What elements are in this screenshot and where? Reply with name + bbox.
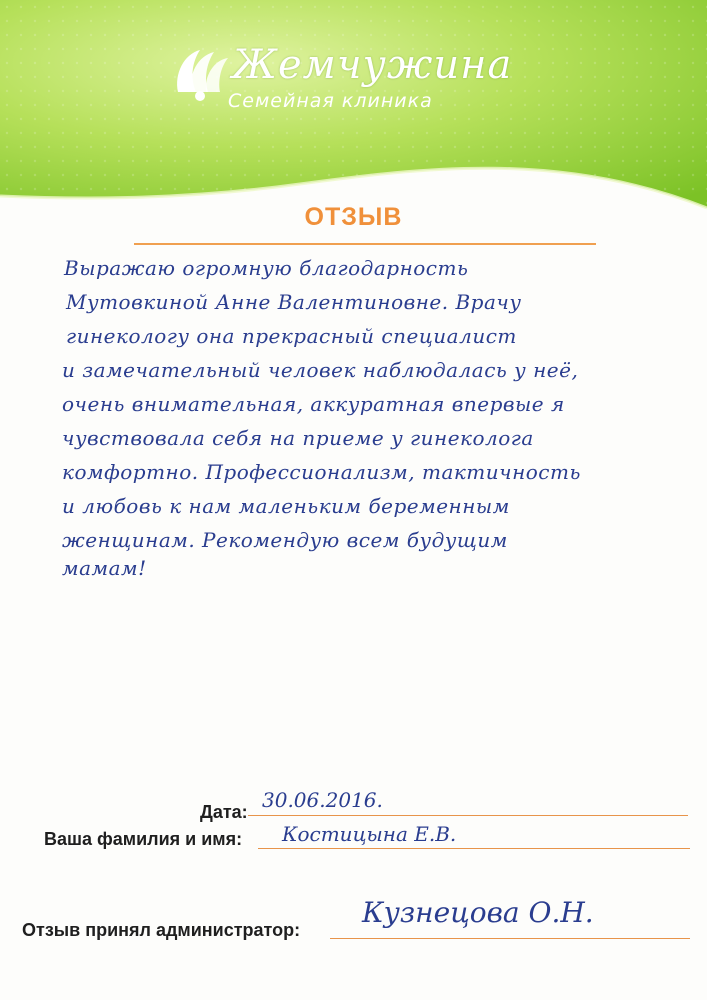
date-value: 30.06.2016. (262, 788, 383, 812)
admin-label: Отзыв принял администратор: (22, 920, 301, 940)
review-line: чувствовала себя на приеме у гинеколога (62, 426, 534, 450)
review-line: Выражаю огромную благодарность (64, 256, 469, 280)
admin-line (330, 938, 690, 939)
name-value: Костицына Е.В. (282, 822, 457, 846)
review-line: мамам! (62, 556, 147, 580)
review-line: и замечательный человек наблюдалась у неё, (62, 358, 579, 382)
admin-signature: Кузнецова О.Н. (362, 896, 594, 929)
review-line: гинекологу она прекрасный специалист (66, 324, 517, 348)
clinic-name: Жемчужина (232, 42, 513, 88)
review-line: женщинам. Рекомендую всем будущим (62, 528, 508, 552)
review-line: и любовь к нам маленьким беременным (62, 494, 510, 518)
date-line (248, 815, 688, 816)
date-label: Дата: (200, 802, 248, 822)
review-line: очень внимательная, аккуратная впервые я (62, 392, 565, 416)
clinic-subtitle: Семейная клиника (228, 90, 433, 112)
review-line: комфортно. Профессионализм, тактичность (62, 460, 581, 484)
name-label: Ваша фамилия и имя: (44, 829, 243, 849)
name-line (258, 848, 690, 849)
page-title: ОТЗЫВ (304, 203, 403, 231)
review-line: Мутовкиной Анне Валентиновне. Врачу (66, 290, 522, 314)
